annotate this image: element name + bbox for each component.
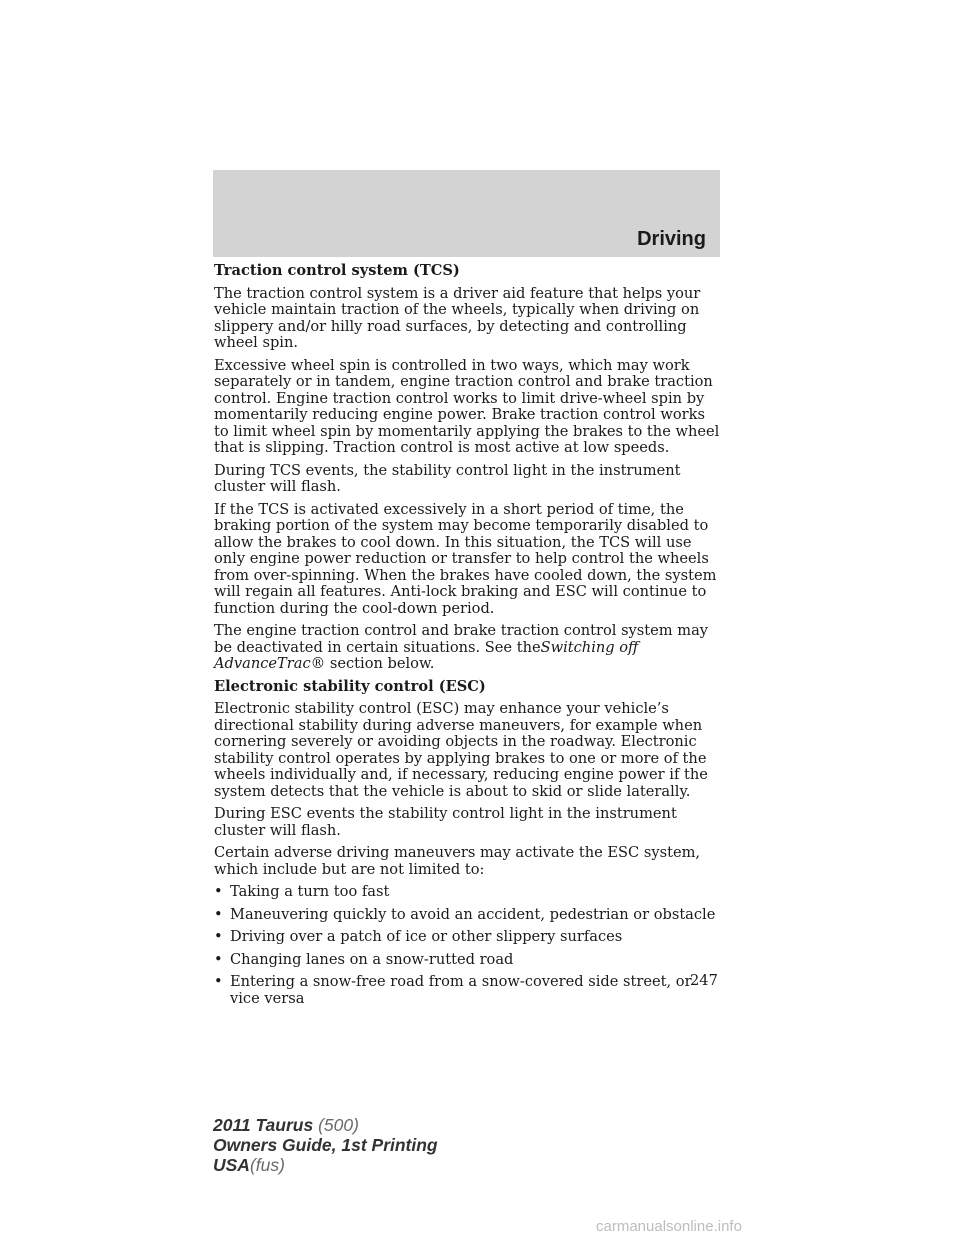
list-item — [214, 907, 724, 924]
bullet-icon: • — [214, 928, 223, 945]
list-item-text: Taking a turn too fast — [230, 883, 390, 900]
page-number: 247 — [690, 972, 718, 989]
advancetrac-reference: Switching off AdvanceTrac® — [214, 638, 639, 672]
footer-guide-line — [213, 1135, 438, 1155]
footer-model: 2011 Taurus — [213, 1115, 314, 1135]
tcs-paragraph: The traction control system is a driver aid feature that helps your vehicle maintain traction of the wheels, typically when driving on slippery and/or hilly road surfaces, by detecting and controlling wheel spin. — [214, 284, 701, 351]
esc-paragraph: Electronic stability control (ESC) may enhance your vehicle’s directional stability during adverse maneuvers, for example when cornering severely or avoiding objects in the roadway. Electronic stability control operates by applying brakes to one or more of the wheels individually and, if necessary, reducing engine power if the system detects that the vehicle is about to skid or slide laterally. — [214, 700, 708, 800]
tcs-paragraph: Excessive wheel spin is controlled in two ways, which may work separately or in tandem, engine traction control and brake traction control. Engine traction control works to limit drive-wheel spin by momentarily reducing engine power. Brake traction control works to limit wheel spin by momentarily applying the brakes to the wheel that is slipping. Traction control is most active at low speeds. — [214, 356, 720, 456]
footer-market-code: (fus) — [249, 1155, 285, 1175]
tcs-paragraph: During TCS events, the stability control light in the instrument cluster will flash. — [214, 461, 681, 495]
advancetrac-text-after: section below. — [329, 655, 435, 672]
watermark-link[interactable]: carmanualsonline.info — [596, 1218, 742, 1235]
list-item-text: Driving over a patch of ice or other slippery surfaces — [230, 928, 623, 945]
footer-model-line — [213, 1115, 438, 1135]
esc-heading: Electronic stability control (ESC) — [214, 677, 486, 695]
maneuver-list — [214, 884, 724, 1007]
footer-market: USA — [213, 1155, 250, 1175]
page-content — [214, 263, 724, 1013]
footer-market-line — [213, 1155, 438, 1175]
tcs-paragraph-advancetrac — [214, 623, 724, 673]
section-header-box — [213, 170, 720, 257]
bullet-icon: • — [214, 905, 223, 923]
list-item — [214, 952, 724, 969]
list-item — [214, 884, 724, 901]
footer-model-code: (500) — [318, 1115, 359, 1135]
advancetrac-text-before: The engine traction control and brake traction control system may be deactivated in certain situations. See the — [214, 622, 709, 656]
bullet-icon: • — [214, 950, 223, 968]
print-footer — [213, 1115, 438, 1175]
list-item-text: Entering a snow-free road from a snow-covered side street, or vice versa — [230, 973, 692, 1007]
list-item-text: Maneuvering quickly to avoid an accident, pedestrian or obstacle — [230, 905, 716, 923]
list-item — [214, 929, 724, 946]
tcs-heading: Traction control system (TCS) — [214, 262, 460, 279]
esc-paragraph: During ESC events the stability control light in the instrument cluster will flash. — [214, 805, 677, 839]
bullet-icon: • — [214, 973, 223, 990]
esc-paragraph: Certain adverse driving maneuvers may activate the ESC system, which include but are not limited to: — [214, 844, 701, 878]
section-title: Driving — [637, 228, 706, 250]
tcs-paragraph: If the TCS is activated excessively in a short period of time, the braking portion of the system may become temporarily disabled to allow the brakes to cool down. In this situation, the TCS will use only engine power reduction or transfer to help control the wheels from over-spinning. When the brakes have cooled down, the system will regain all features. Anti-lock braking and ESC will continue to function during the cool-down period. — [214, 500, 717, 617]
footer-guide: Owners Guide, 1st Printing — [213, 1135, 438, 1155]
bullet-icon: • — [214, 883, 223, 900]
list-item — [214, 974, 724, 1007]
list-item-text: Changing lanes on a snow-rutted road — [230, 950, 514, 968]
